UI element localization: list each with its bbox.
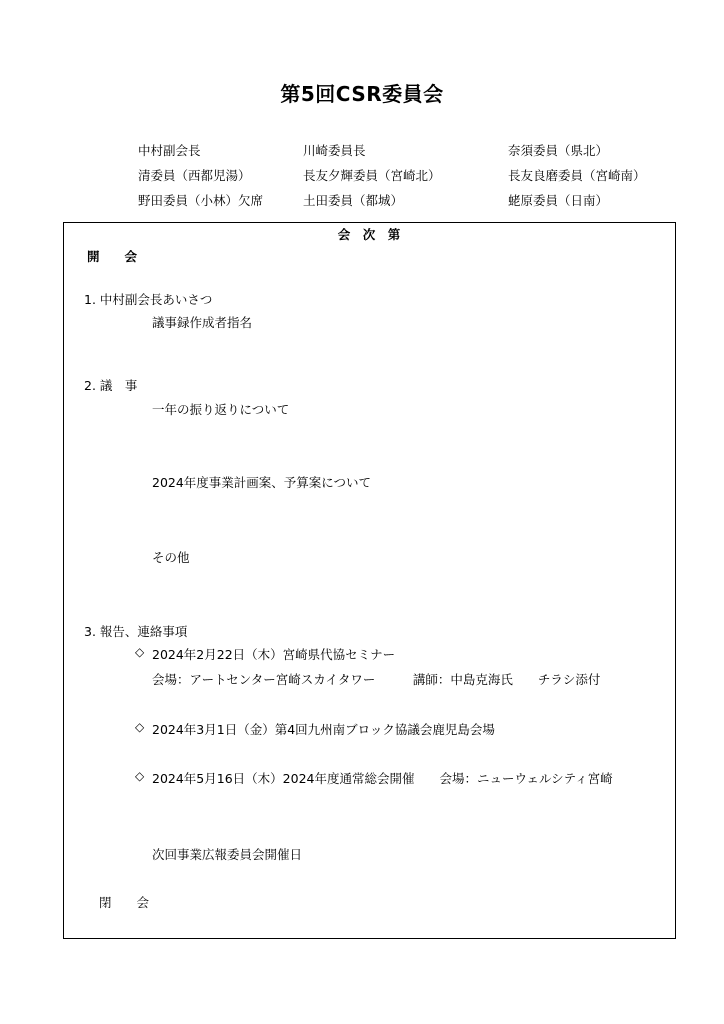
agenda-item-1: 1. 中村副会長あいさつ xyxy=(84,292,213,307)
agenda-item-1-sub: 議事録作成者指名 xyxy=(152,315,253,330)
agenda-heading: 会 次 第 xyxy=(337,227,401,242)
attendee-name: 土田委員（都城） xyxy=(303,193,404,208)
report-item-detail: 会場：アートセンター宮崎スカイタワー 講師：中島克海氏 チラシ添付 xyxy=(152,672,601,687)
diamond-bullet-icon: ◇ xyxy=(135,645,145,659)
attendee-name: 奈須委員（県北） xyxy=(508,143,609,158)
agenda-item-2-sub: 2024年度事業計画案、予算案について xyxy=(152,475,372,490)
report-item: 2024年5月16日（木）2024年度通常総会開催 会場：ニューウェルシティ宮崎 xyxy=(152,771,613,786)
attendee-name: 長友良磨委員（宮崎南） xyxy=(508,168,646,183)
attendee-name: 清委員（西都児湯） xyxy=(138,168,251,183)
attendee-name: 蛯原委員（日南） xyxy=(508,193,609,208)
attendee-name: 川崎委員長 xyxy=(303,143,366,158)
next-meeting-date: 次回事業広報委員会開催日 xyxy=(152,847,303,862)
attendee-name: 野田委員（小林）欠席 xyxy=(138,193,264,208)
attendee-name: 中村副会長 xyxy=(138,143,201,158)
closing-label: 閉 会 xyxy=(99,895,150,910)
attendee-name: 長友夕輝委員（宮崎北） xyxy=(303,168,441,183)
report-item: 2024年3月1日（金）第4回九州南ブロック協議会鹿児島会場 xyxy=(152,722,495,737)
agenda-item-2-sub: その他 xyxy=(152,550,190,565)
diamond-bullet-icon: ◇ xyxy=(135,720,145,734)
agenda-item-2: 2. 議 事 xyxy=(84,378,138,393)
agenda-item-3: 3. 報告、連絡事項 xyxy=(84,624,188,639)
agenda-box xyxy=(63,222,676,939)
opening-label: 開 会 xyxy=(87,249,138,264)
report-item: 2024年2月22日（木）宮崎県代協セミナー xyxy=(152,647,396,662)
agenda-item-2-sub: 一年の振り返りについて xyxy=(152,402,290,417)
page-title: 第5回CSR委員会 xyxy=(280,82,444,106)
diamond-bullet-icon: ◇ xyxy=(135,769,145,783)
